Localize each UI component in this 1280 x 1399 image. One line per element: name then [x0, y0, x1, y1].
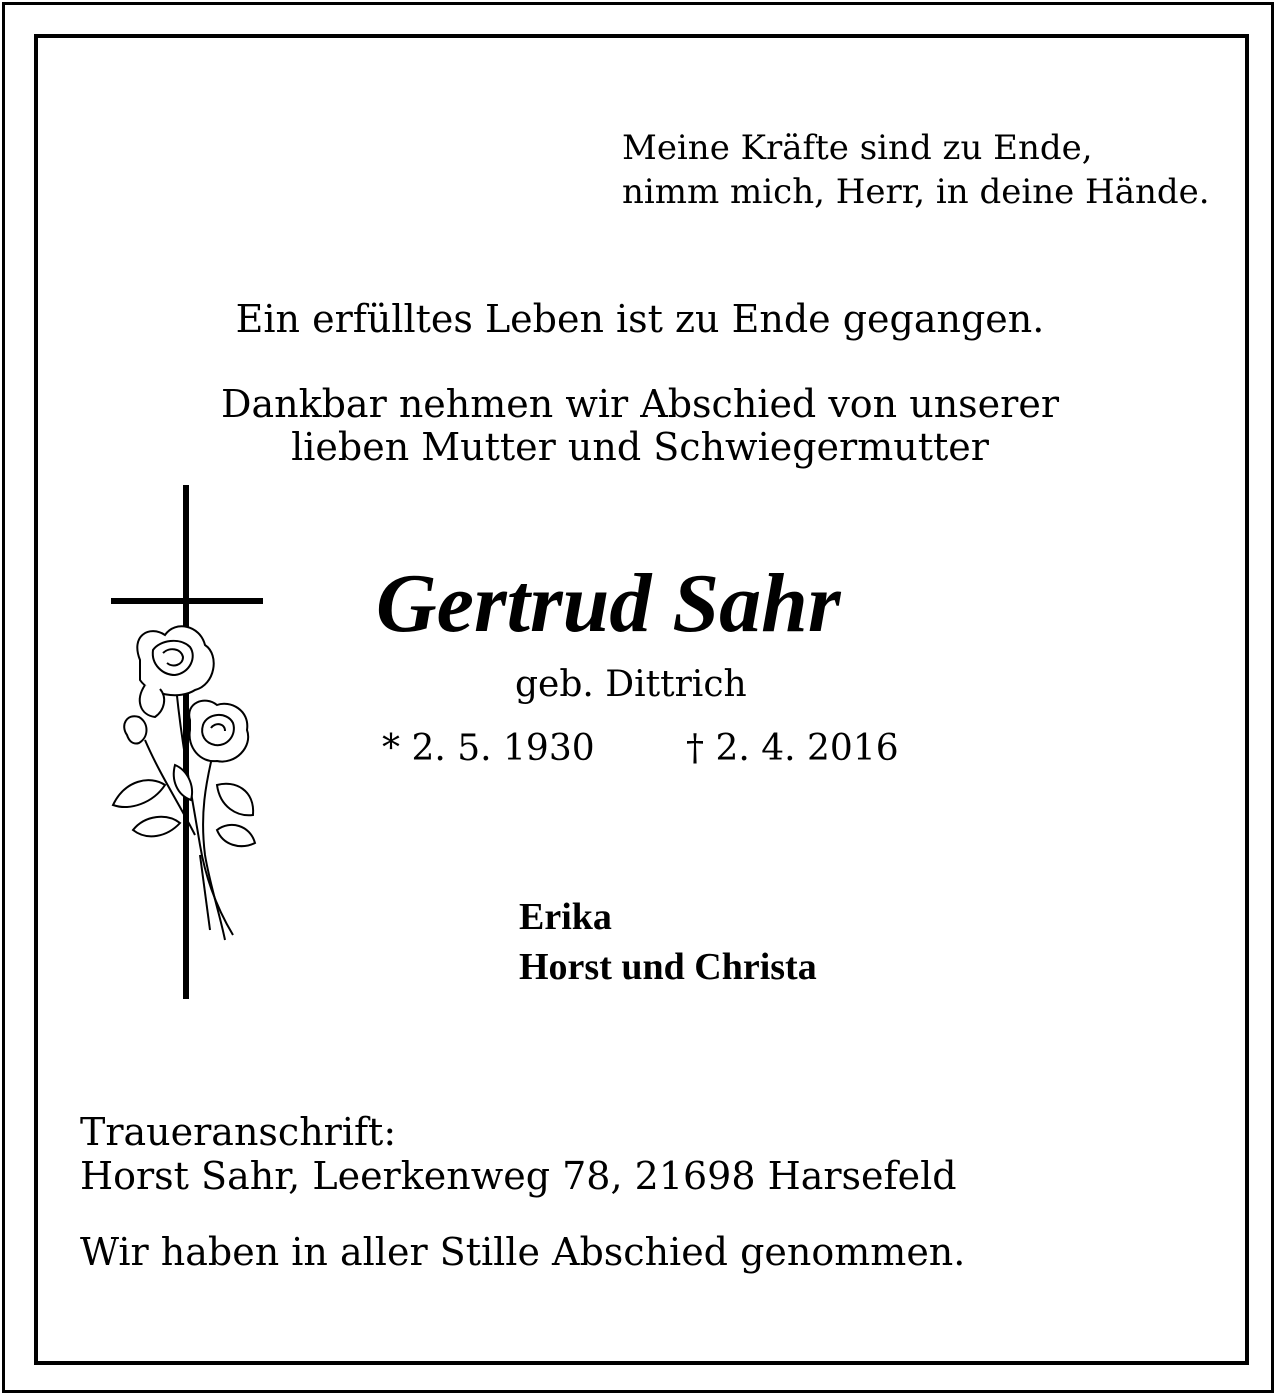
farewell-line-2: lieben Mutter und Schwiegermutter — [291, 425, 989, 469]
farewell-line-1: Dankbar nehmen wir Abschied von unserer — [220, 382, 1059, 426]
motto-line-1: Meine Kräfte sind zu Ende, — [622, 128, 1093, 168]
address-label: Traueranschrift: — [80, 1110, 397, 1154]
mourner-name: Horst und Christa — [519, 946, 817, 988]
cross-with-roses-icon — [105, 485, 265, 1005]
mourner-name: Erika — [519, 896, 612, 938]
farewell-text — [0, 383, 1280, 469]
deceased-name: Gertrud Sahr — [376, 557, 841, 650]
motto-verse — [622, 126, 1210, 214]
motto-line-2: nimm mich, Herr, in deine Hände. — [622, 172, 1210, 212]
maiden-name: geb. Dittrich — [515, 664, 747, 705]
mourners-list — [519, 892, 817, 992]
closing-sentence: Wir haben in aller Stille Abschied genommen. — [80, 1230, 966, 1274]
death-date: † 2. 4. 2016 — [686, 728, 899, 769]
intro-sentence: Ein erfülltes Leben ist zu Ende gegangen. — [235, 297, 1045, 341]
address-line: Horst Sahr, Leerkenweg 78, 21698 Harsefeld — [80, 1154, 957, 1198]
birth-date: * 2. 5. 1930 — [382, 728, 595, 769]
